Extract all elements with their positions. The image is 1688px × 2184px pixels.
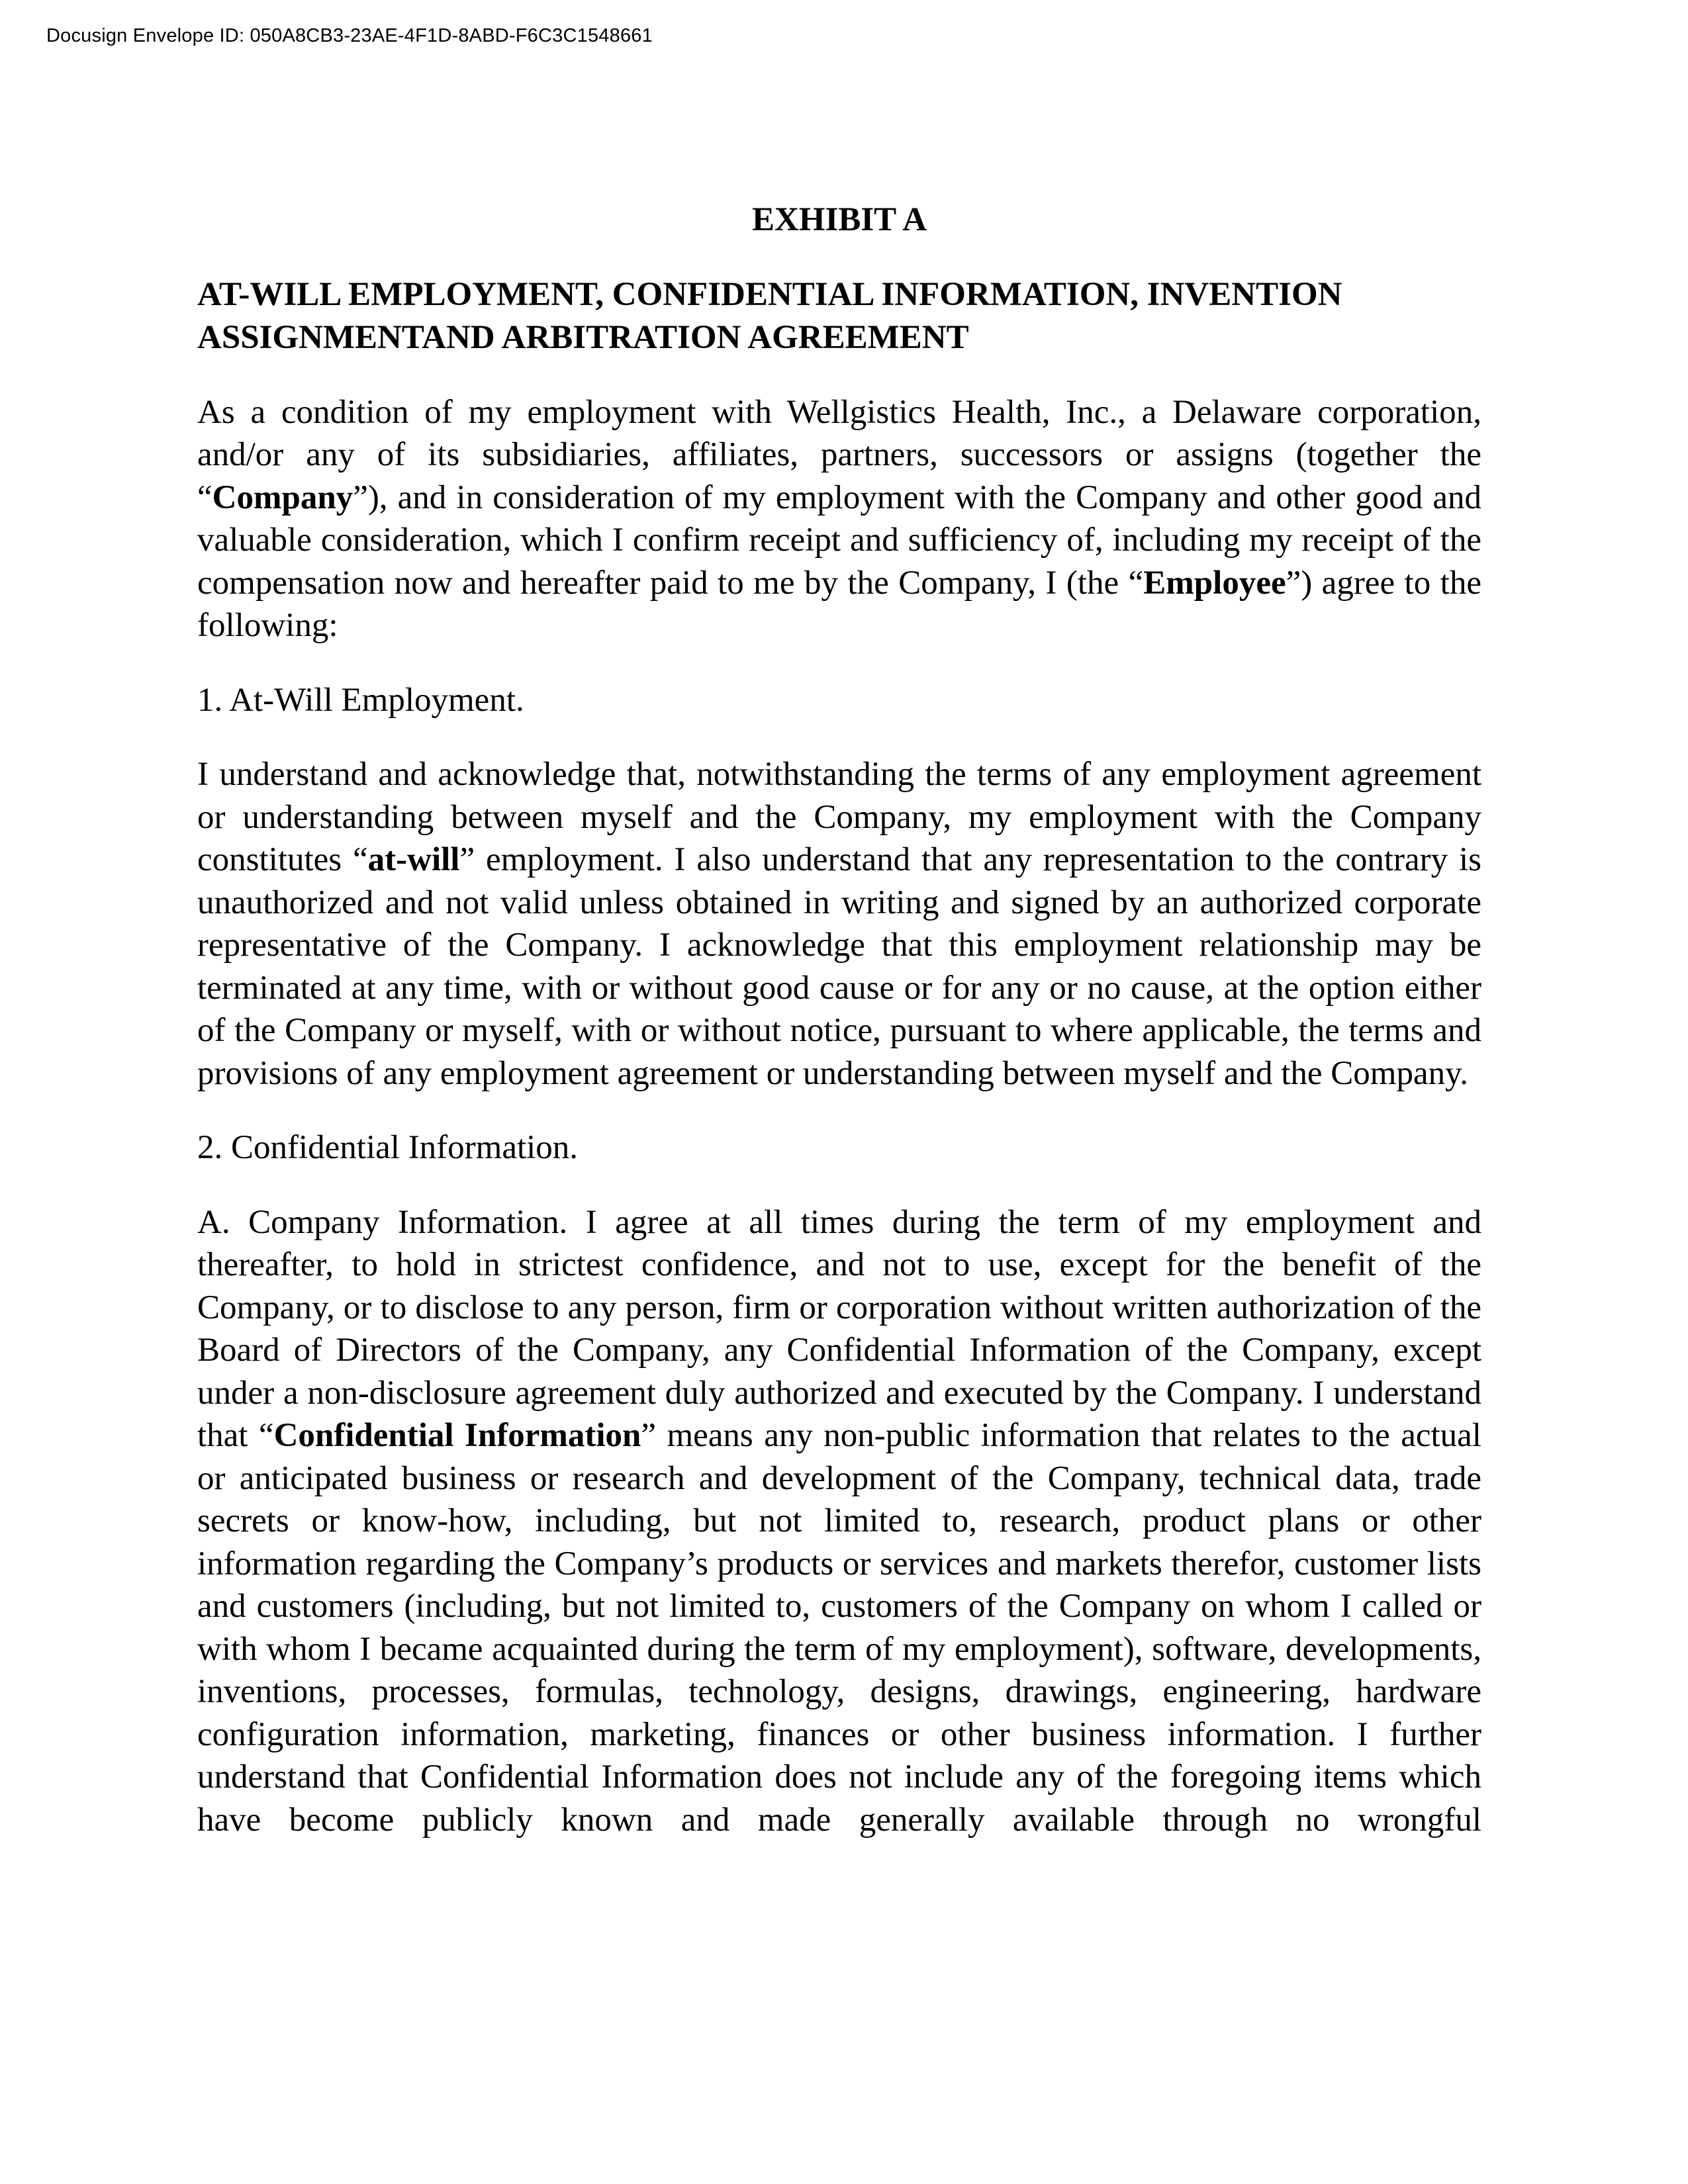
agreement-title-line-2: ASSIGNMENTAND ARBITRATION AGREEMENT [197,318,969,356]
section-1-text-1: I understand and acknowledge that, notwithstanding the terms of any employment agreement or understanding between myself and the Company, my employment with the Company constitutes “ [197,756,1481,878]
agreement-title [197,273,1481,359]
section-1-text-2: ” employment. I also understand that any representation to the contrary is unauthorized and not valid unless obtained in writing and signed by an authorized corporate representative of the Company. I acknowledge that this employment relationship may be terminated at any time, with or without good cause or for any or no cause, at the option either of the Company or myself, with or without notice, pursuant to where applicable, the terms and provisions of any employment agreement or understanding between myself and the Company. [197,841,1482,1092]
document-page [197,192,1481,1841]
agreement-title-line-1: AT-WILL EMPLOYMENT, CONFIDENTIAL INFORMATION, INVENTION [197,275,1342,313]
at-will-defined-term: at-will [367,841,460,878]
exhibit-title: EXHIBIT A [751,201,927,238]
section-2a-paragraph [197,1201,1481,1842]
intro-text-3: ”) agree to the following: [197,564,1481,644]
company-defined-term: Company [212,478,353,516]
intro-paragraph [197,391,1481,647]
section-1-paragraph [197,753,1481,1095]
section-2a-text-2: ” means any non-public information that relates to the actual or anticipated business or research and development of the Company, technical data, trade secrets or know-how, including, but not limited to, research, product plans or other information regarding the Company’s products or services and markets therefor, customer lists and customers (including, but not limited to, customers of the Company on whom I called or with whom I became acquainted during the term of my employment), software, developments, inventions, processes, formulas, technology, designs, drawings, engineering, hardware configuration information, marketing, finances or other business information. I further understand that Confidential Information does not include any of the foregoing items which have become publicly known and made generally available through no wrongful [197,1417,1481,1839]
intro-text-2: ”), and in consideration of my employment with the Company and other good and valuable consideration, which I confirm receipt and sufficiency of, including my receipt of the compensation now and hereafter paid to me by the Company, I (the “ [197,478,1481,602]
docusign-envelope-id: Docusign Envelope ID: 050A8CB3-23AE-4F1D-8ABD-F6C3C1548661 [46,25,653,46]
section-1-heading: 1. At-Will Employment. [197,681,524,719]
section-2a-text-1: A. Company Information. I agree at all times during the term of my employment and thereafter, to hold in strictest confidence, and not to use, except for the benefit of the Company, or to disclose to any person, firm or corporation without written authorization of the Board of Directors of the Company, any Confidential Information of the Company, except under a non-disclosure agreement duly authorized and executed by the Company. I understand that “ [197,1203,1481,1454]
section-2-heading: 2. Confidential Information. [197,1129,579,1166]
employee-defined-term: Employee [1143,564,1286,602]
confidential-information-defined-term: Confidential Information [273,1417,641,1454]
intro-text-1: As a condition of my employment with Wellgistics Health, Inc., a Delaware corporation, and/or any of its subsidiaries, affiliates, partners, successors or assigns (together the “ [197,393,1481,516]
